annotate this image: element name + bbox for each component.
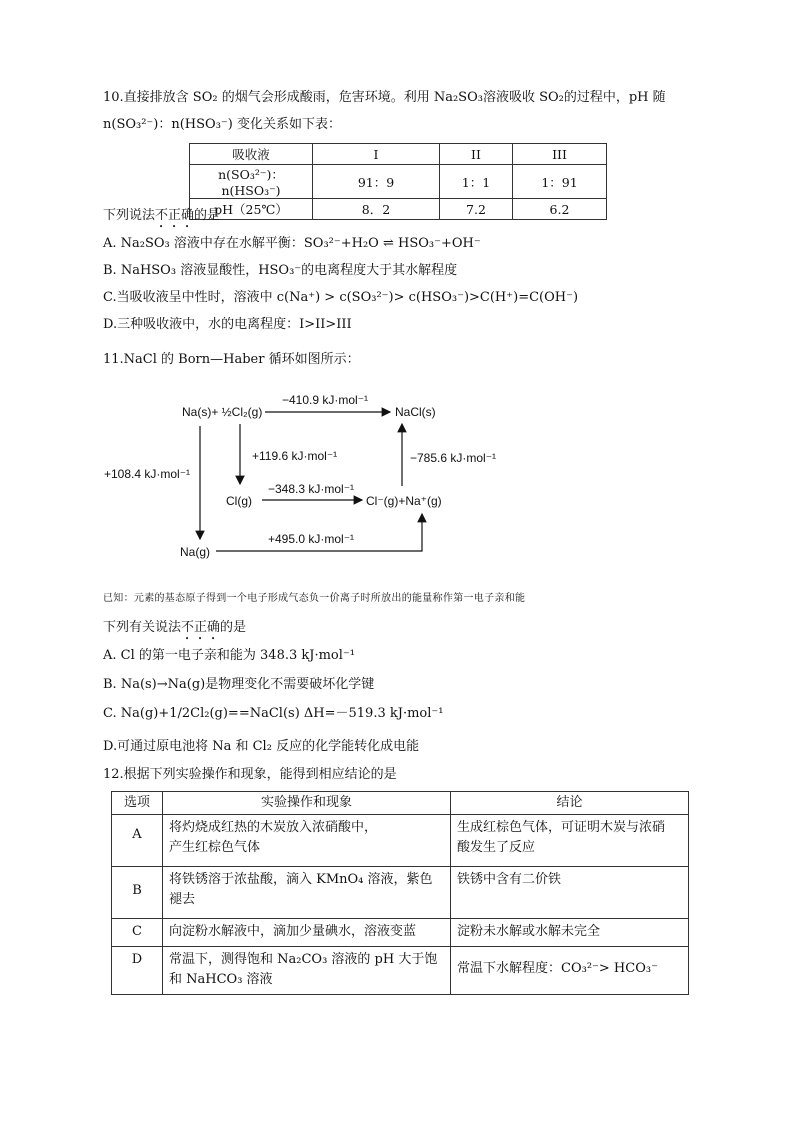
table-cell: 8．2 xyxy=(313,199,440,220)
q11-option-d: D.可通过原电池将 Na 和 Cl₂ 反应的化学能转化成电能 xyxy=(103,739,420,754)
table-cell-option: A xyxy=(112,815,163,867)
q10-option-a: A. Na₂SO₃ 溶液中存在水解平衡：SO₃²⁻+H₂O ⇌ HSO₃⁻+OH⁻ xyxy=(103,236,481,251)
q11-option-c: C. Na(g)+1/2Cl₂(g)==NaCl(s) ΔH=－519.3 kJ·mol⁻¹ xyxy=(103,706,444,721)
operation-line: 将铁锈溶于浓盐酸，滴入 KMnO₄ 溶液，紫色 xyxy=(169,872,433,887)
q11-note: 已知：元素的基态原子得到一个电子形成气态负一价离子时所放出的能量称作第一电子亲和能 xyxy=(103,593,526,604)
ask-text: 下列说法 xyxy=(103,208,156,223)
ask-text: 的是 xyxy=(194,208,221,223)
table-cell-operation xyxy=(163,815,451,867)
table-cell: 6.2 xyxy=(513,199,607,220)
table-cell-conclusion xyxy=(451,947,689,995)
table-cell-conclusion xyxy=(451,867,689,919)
species-cl-g: Cl(g) xyxy=(226,494,252,508)
q10-option-d: D.三种吸收液中，水的电离程度：I>II>III xyxy=(103,317,352,332)
table-header-cell: II xyxy=(440,144,513,165)
q12-table xyxy=(111,791,689,995)
table-cell-option: C xyxy=(112,919,163,947)
q10-table xyxy=(189,143,607,220)
energy-lattice-label: −785.6 kJ·mol⁻¹ xyxy=(410,451,497,465)
table-cell: 7.2 xyxy=(440,199,513,220)
emphasis-text: 不正确 xyxy=(181,620,221,635)
table-row xyxy=(112,815,689,867)
q12-stem: 12.根据下列实验操作和现象，能得到相应结论的是 xyxy=(103,767,397,782)
operation-line: 褪去 xyxy=(169,892,196,907)
species-na-cl2: Na(s)+ ½Cl₂(g) xyxy=(182,405,263,419)
table-row xyxy=(190,165,607,199)
table-row xyxy=(112,947,689,995)
energy-sublimation-label: +108.4 kJ·mol⁻¹ xyxy=(104,467,191,481)
table-cell-operation xyxy=(163,947,451,995)
table-header-row xyxy=(112,792,689,815)
conclusion-line: 淀粉未水解或水解未完全 xyxy=(457,924,601,939)
table-cell-conclusion xyxy=(451,815,689,867)
conclusion-line: 酸发生了反应 xyxy=(457,840,536,855)
operation-line: 和 NaHCO₃ 溶液 xyxy=(169,972,273,987)
table-header-cell: 选项 xyxy=(112,792,163,815)
q10-ask xyxy=(103,207,220,231)
conclusion-line: 常温下水解程度：CO₃²⁻> HCO₃⁻ xyxy=(457,961,658,976)
conclusion-line: 生成红棕色气体，可证明木炭与浓硝 xyxy=(457,820,666,835)
q11-stem: 11.NaCl 的 Born—Haber 循环如图所示： xyxy=(103,352,360,367)
table-header-cell: 实验操作和现象 xyxy=(163,792,451,815)
ask-text: 的是 xyxy=(220,620,247,635)
q10-stem-line2: n(SO₃²⁻)：n(HSO₃⁻) 变化关系如下表： xyxy=(103,117,341,132)
q10-option-c: C.当吸收液呈中性时，溶液中 c(Na⁺) > c(SO₃²⁻)> c(HSO₃⁻)>C(H⁺)=C(OH⁻) xyxy=(103,290,579,305)
conclusion-line: 铁锈中含有二价铁 xyxy=(457,872,562,887)
operation-line: 常温下，测得饱和 Na₂CO₃ 溶液的 pH 大于饱 xyxy=(169,952,438,967)
energy-dissociation-label: +119.6 kJ·mol⁻¹ xyxy=(252,449,338,463)
species-na-g: Na(g) xyxy=(180,545,211,559)
energy-affinity-label: −348.3 kJ·mol⁻¹ xyxy=(268,482,355,496)
table-cell-option: B xyxy=(112,867,163,919)
operation-line: 产生红棕色气体 xyxy=(169,840,261,855)
operation-line: 向淀粉水解液中，滴加少量碘水，溶液变蓝 xyxy=(169,924,417,939)
operation-line: 将灼烧成红热的木炭放入浓硝酸中， xyxy=(169,820,378,835)
q11-ask xyxy=(103,619,246,643)
table-header-cell: 吸收液 xyxy=(190,144,313,165)
table-cell: n(SO₃²⁻)：n(HSO₃⁻) xyxy=(190,165,313,199)
born-haber-diagram xyxy=(100,384,497,564)
table-cell: 91：9 xyxy=(313,165,440,199)
energy-formation-label: −410.9 kJ·mol⁻¹ xyxy=(282,393,369,407)
table-cell-operation xyxy=(163,867,451,919)
table-cell: 1：91 xyxy=(513,165,607,199)
table-row xyxy=(112,867,689,919)
q10-stem-line1: 10.直接排放含 SO₂ 的烟气会形成酸雨，危害环境。利用 Na₂SO₃溶液吸收 SO₂的过程中，pH 随 xyxy=(103,90,666,105)
table-header-cell: I xyxy=(313,144,440,165)
table-cell: pH（25℃） xyxy=(190,199,313,220)
q11-option-b: B. Na(s)→Na(g)是物理变化不需要破坏化学键 xyxy=(103,677,375,692)
table-cell: 1：1 xyxy=(440,165,513,199)
ask-text: 下列有关说法 xyxy=(103,620,182,635)
energy-ionization-label: +495.0 kJ·mol⁻¹ xyxy=(268,532,355,546)
species-ions: Cl⁻(g)+Na⁺(g) xyxy=(366,494,442,508)
table-cell-conclusion xyxy=(451,919,689,947)
q11-option-a: A. Cl 的第一电子亲和能为 348.3 kJ·mol⁻¹ xyxy=(103,648,355,663)
table-row xyxy=(112,919,689,947)
table-header-cell: 结论 xyxy=(451,792,689,815)
table-cell-operation xyxy=(163,919,451,947)
table-row xyxy=(190,199,607,220)
table-cell-option: D xyxy=(112,947,163,995)
table-header-row xyxy=(190,144,607,165)
species-nacl-s: NaCl(s) xyxy=(395,405,436,419)
q10-option-b: B. NaHSO₃ 溶液显酸性，HSO₃⁻的电离程度大于其水解程度 xyxy=(103,263,458,278)
emphasis-text: 不正确 xyxy=(155,208,195,223)
table-header-cell: III xyxy=(513,144,607,165)
